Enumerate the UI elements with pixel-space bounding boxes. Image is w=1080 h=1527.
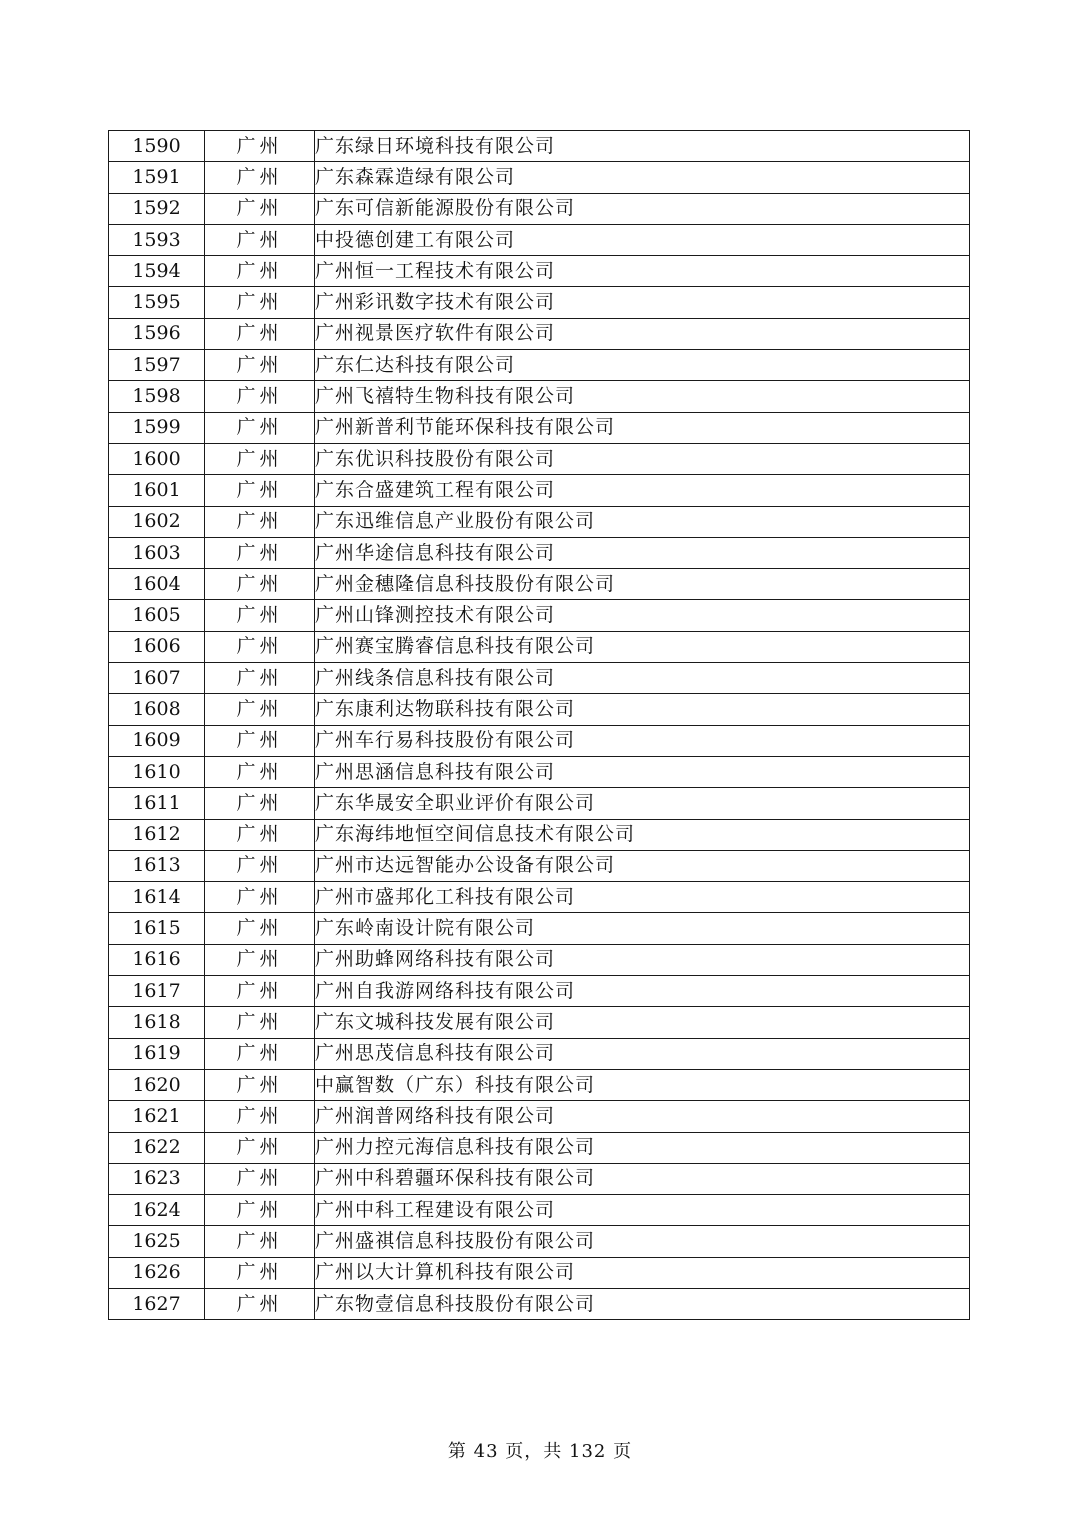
row-number-cell: 1625 bbox=[109, 1226, 205, 1257]
company-name-cell: 广州润普网络科技有限公司 bbox=[315, 1101, 970, 1132]
company-name-cell: 广东优识科技股份有限公司 bbox=[315, 443, 970, 474]
company-name-cell: 广州力控元海信息科技有限公司 bbox=[315, 1132, 970, 1163]
company-name-cell: 广州线条信息科技有限公司 bbox=[315, 663, 970, 694]
row-number-cell: 1592 bbox=[109, 193, 205, 224]
city-cell: 广州 bbox=[205, 944, 315, 975]
city-cell: 广州 bbox=[205, 913, 315, 944]
table-row bbox=[109, 1132, 970, 1163]
city-cell: 广州 bbox=[205, 256, 315, 287]
row-number-cell: 1595 bbox=[109, 287, 205, 318]
city-cell: 广州 bbox=[205, 1163, 315, 1194]
city-cell: 广州 bbox=[205, 537, 315, 568]
city-cell: 广州 bbox=[205, 1038, 315, 1069]
row-number-cell: 1598 bbox=[109, 381, 205, 412]
table-row bbox=[109, 381, 970, 412]
city-cell: 广州 bbox=[205, 1257, 315, 1288]
table-row bbox=[109, 1163, 970, 1194]
row-number-cell: 1619 bbox=[109, 1038, 205, 1069]
row-number-cell: 1600 bbox=[109, 443, 205, 474]
table-row bbox=[109, 1038, 970, 1069]
row-number-cell: 1621 bbox=[109, 1101, 205, 1132]
city-cell: 广州 bbox=[205, 756, 315, 787]
company-name-cell: 广东岭南设计院有限公司 bbox=[315, 913, 970, 944]
row-number-cell: 1610 bbox=[109, 756, 205, 787]
row-number-cell: 1616 bbox=[109, 944, 205, 975]
table-row bbox=[109, 1288, 970, 1319]
table-row bbox=[109, 287, 970, 318]
table-row bbox=[109, 600, 970, 631]
city-cell: 广州 bbox=[205, 350, 315, 381]
table-row bbox=[109, 224, 970, 255]
company-name-cell: 广东海纬地恒空间信息技术有限公司 bbox=[315, 819, 970, 850]
row-number-cell: 1602 bbox=[109, 506, 205, 537]
row-number-cell: 1594 bbox=[109, 256, 205, 287]
table-row bbox=[109, 663, 970, 694]
table-row bbox=[109, 819, 970, 850]
city-cell: 广州 bbox=[205, 694, 315, 725]
company-name-cell: 中投德创建工有限公司 bbox=[315, 224, 970, 255]
table-row bbox=[109, 1101, 970, 1132]
company-name-cell: 广东仁达科技有限公司 bbox=[315, 350, 970, 381]
table-row bbox=[109, 412, 970, 443]
city-cell: 广州 bbox=[205, 788, 315, 819]
table-row bbox=[109, 944, 970, 975]
table-row bbox=[109, 318, 970, 349]
city-cell: 广州 bbox=[205, 506, 315, 537]
city-cell: 广州 bbox=[205, 193, 315, 224]
city-cell: 广州 bbox=[205, 1132, 315, 1163]
row-number-cell: 1596 bbox=[109, 318, 205, 349]
row-number-cell: 1591 bbox=[109, 162, 205, 193]
row-number-cell: 1615 bbox=[109, 913, 205, 944]
table-body bbox=[109, 131, 970, 1320]
company-name-cell: 广州中科碧疆环保科技有限公司 bbox=[315, 1163, 970, 1194]
company-name-cell: 广东物壹信息科技股份有限公司 bbox=[315, 1288, 970, 1319]
table-row bbox=[109, 631, 970, 662]
company-name-cell: 广州赛宝腾睿信息科技有限公司 bbox=[315, 631, 970, 662]
table-row bbox=[109, 1257, 970, 1288]
row-number-cell: 1617 bbox=[109, 976, 205, 1007]
table-row bbox=[109, 788, 970, 819]
row-number-cell: 1618 bbox=[109, 1007, 205, 1038]
table-row bbox=[109, 1007, 970, 1038]
row-number-cell: 1622 bbox=[109, 1132, 205, 1163]
table-row bbox=[109, 537, 970, 568]
row-number-cell: 1601 bbox=[109, 475, 205, 506]
city-cell: 广州 bbox=[205, 224, 315, 255]
row-number-cell: 1611 bbox=[109, 788, 205, 819]
row-number-cell: 1605 bbox=[109, 600, 205, 631]
city-cell: 广州 bbox=[205, 287, 315, 318]
city-cell: 广州 bbox=[205, 381, 315, 412]
table-row bbox=[109, 1069, 970, 1100]
company-name-cell: 广东森霖造绿有限公司 bbox=[315, 162, 970, 193]
company-list-table bbox=[108, 130, 970, 1320]
table-row bbox=[109, 443, 970, 474]
city-cell: 广州 bbox=[205, 318, 315, 349]
table-row bbox=[109, 976, 970, 1007]
table-row bbox=[109, 756, 970, 787]
row-number-cell: 1590 bbox=[109, 131, 205, 162]
row-number-cell: 1599 bbox=[109, 412, 205, 443]
row-number-cell: 1604 bbox=[109, 569, 205, 600]
page-footer: 第 43 页，共 132 页 bbox=[447, 1441, 633, 1462]
city-cell: 广州 bbox=[205, 569, 315, 600]
row-number-cell: 1612 bbox=[109, 819, 205, 850]
table-row bbox=[109, 350, 970, 381]
row-number-cell: 1603 bbox=[109, 537, 205, 568]
company-name-cell: 广东华晟安全职业评价有限公司 bbox=[315, 788, 970, 819]
company-name-cell: 中赢智数（广东）科技有限公司 bbox=[315, 1069, 970, 1100]
city-cell: 广州 bbox=[205, 976, 315, 1007]
company-name-cell: 广东文城科技发展有限公司 bbox=[315, 1007, 970, 1038]
company-name-cell: 广州市达远智能办公设备有限公司 bbox=[315, 850, 970, 881]
row-number-cell: 1613 bbox=[109, 850, 205, 881]
row-number-cell: 1609 bbox=[109, 725, 205, 756]
city-cell: 广州 bbox=[205, 1288, 315, 1319]
city-cell: 广州 bbox=[205, 663, 315, 694]
city-cell: 广州 bbox=[205, 600, 315, 631]
company-name-cell: 广州助蜂网络科技有限公司 bbox=[315, 944, 970, 975]
city-cell: 广州 bbox=[205, 1069, 315, 1100]
table-row bbox=[109, 506, 970, 537]
company-name-cell: 广州金穗隆信息科技股份有限公司 bbox=[315, 569, 970, 600]
table-row bbox=[109, 1195, 970, 1226]
company-name-cell: 广东迅维信息产业股份有限公司 bbox=[315, 506, 970, 537]
city-cell: 广州 bbox=[205, 412, 315, 443]
company-name-cell: 广州华途信息科技有限公司 bbox=[315, 537, 970, 568]
row-number-cell: 1597 bbox=[109, 350, 205, 381]
row-number-cell: 1623 bbox=[109, 1163, 205, 1194]
table-row bbox=[109, 850, 970, 881]
city-cell: 广州 bbox=[205, 1226, 315, 1257]
company-name-cell: 广州思涵信息科技有限公司 bbox=[315, 756, 970, 787]
table-row bbox=[109, 913, 970, 944]
table-row bbox=[109, 475, 970, 506]
city-cell: 广州 bbox=[205, 725, 315, 756]
company-name-cell: 广州思茂信息科技有限公司 bbox=[315, 1038, 970, 1069]
row-number-cell: 1606 bbox=[109, 631, 205, 662]
row-number-cell: 1624 bbox=[109, 1195, 205, 1226]
city-cell: 广州 bbox=[205, 131, 315, 162]
row-number-cell: 1608 bbox=[109, 694, 205, 725]
row-number-cell: 1614 bbox=[109, 882, 205, 913]
company-name-cell: 广东康利达物联科技有限公司 bbox=[315, 694, 970, 725]
row-number-cell: 1620 bbox=[109, 1069, 205, 1100]
company-name-cell: 广州中科工程建设有限公司 bbox=[315, 1195, 970, 1226]
city-cell: 广州 bbox=[205, 1195, 315, 1226]
company-name-cell: 广州市盛邦化工科技有限公司 bbox=[315, 882, 970, 913]
company-name-cell: 广东可信新能源股份有限公司 bbox=[315, 193, 970, 224]
row-number-cell: 1593 bbox=[109, 224, 205, 255]
city-cell: 广州 bbox=[205, 819, 315, 850]
table-row bbox=[109, 725, 970, 756]
company-name-cell: 广州飞禧特生物科技有限公司 bbox=[315, 381, 970, 412]
table-row bbox=[109, 131, 970, 162]
city-cell: 广州 bbox=[205, 1007, 315, 1038]
row-number-cell: 1607 bbox=[109, 663, 205, 694]
company-name-cell: 广州彩讯数字技术有限公司 bbox=[315, 287, 970, 318]
company-name-cell: 广州新普利节能环保科技有限公司 bbox=[315, 412, 970, 443]
company-name-cell: 广州以大计算机科技有限公司 bbox=[315, 1257, 970, 1288]
company-name-cell: 广州视景医疗软件有限公司 bbox=[315, 318, 970, 349]
company-name-cell: 广州自我游网络科技有限公司 bbox=[315, 976, 970, 1007]
table-row bbox=[109, 193, 970, 224]
company-name-cell: 广州车行易科技股份有限公司 bbox=[315, 725, 970, 756]
company-name-cell: 广州盛祺信息科技股份有限公司 bbox=[315, 1226, 970, 1257]
table-row bbox=[109, 162, 970, 193]
city-cell: 广州 bbox=[205, 162, 315, 193]
company-name-cell: 广州山锋测控技术有限公司 bbox=[315, 600, 970, 631]
table-row bbox=[109, 1226, 970, 1257]
table-row bbox=[109, 882, 970, 913]
company-name-cell: 广东合盛建筑工程有限公司 bbox=[315, 475, 970, 506]
city-cell: 广州 bbox=[205, 882, 315, 913]
company-name-cell: 广东绿日环境科技有限公司 bbox=[315, 131, 970, 162]
row-number-cell: 1627 bbox=[109, 1288, 205, 1319]
table-row bbox=[109, 694, 970, 725]
table-row bbox=[109, 569, 970, 600]
city-cell: 广州 bbox=[205, 443, 315, 474]
city-cell: 广州 bbox=[205, 631, 315, 662]
row-number-cell: 1626 bbox=[109, 1257, 205, 1288]
table-row bbox=[109, 256, 970, 287]
city-cell: 广州 bbox=[205, 850, 315, 881]
city-cell: 广州 bbox=[205, 475, 315, 506]
company-name-cell: 广州恒一工程技术有限公司 bbox=[315, 256, 970, 287]
city-cell: 广州 bbox=[205, 1101, 315, 1132]
